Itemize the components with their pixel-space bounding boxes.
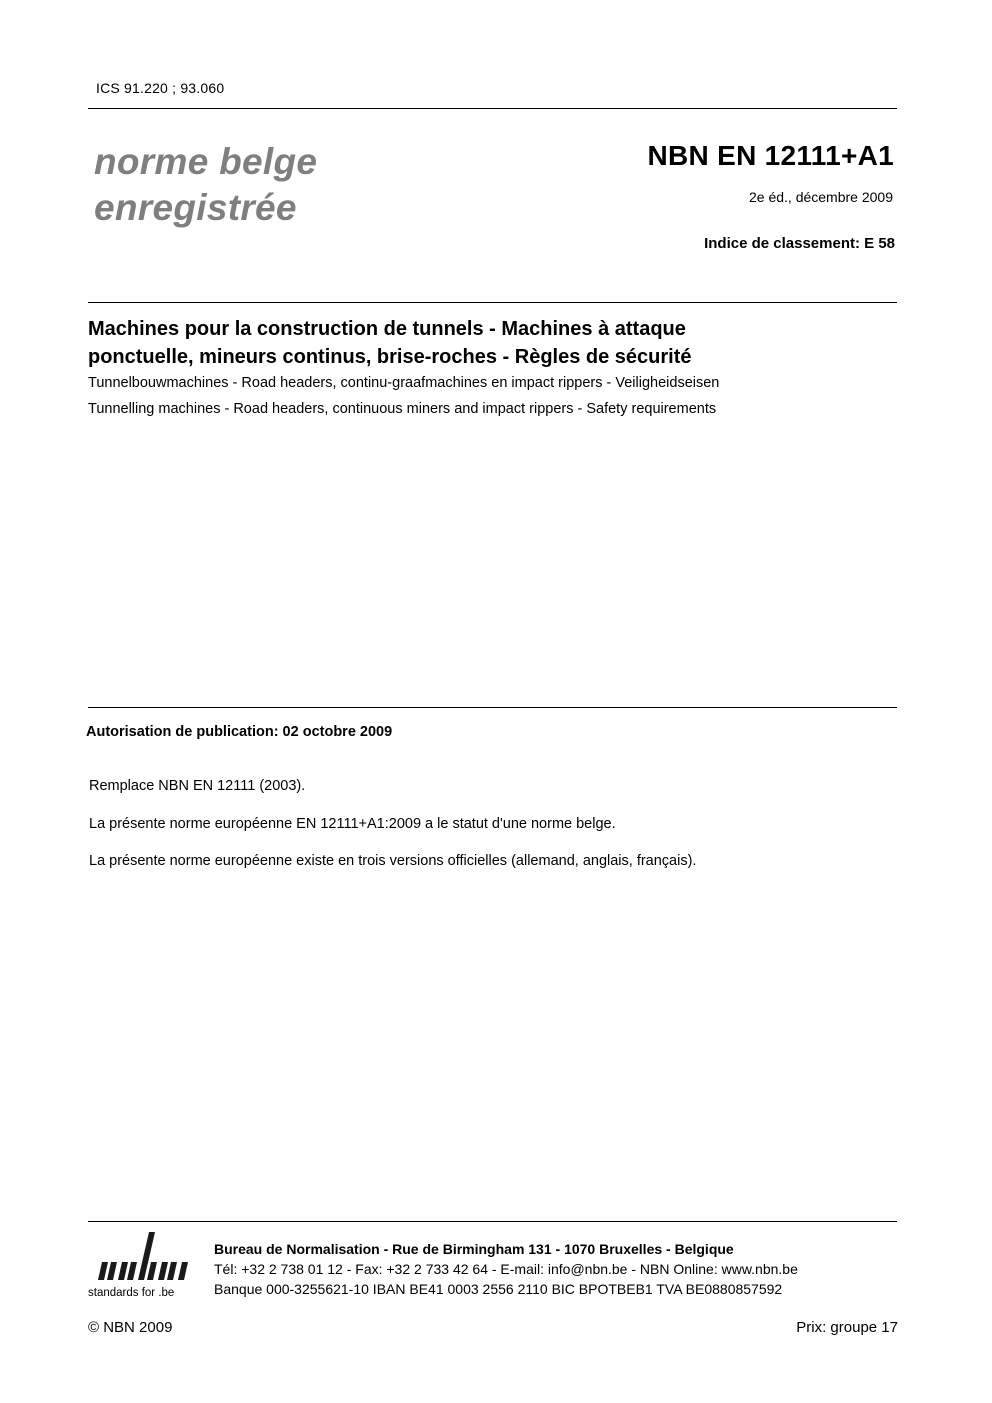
brand-title-line1: norme belge — [94, 141, 318, 182]
divider-title — [88, 302, 897, 303]
note-versions: La présente norme européenne existe en trois versions officielles (allemand, anglais, français). — [89, 853, 697, 869]
footer-address: Bureau de Normalisation - Rue de Birmingham 131 - 1070 Bruxelles - Belgique — [214, 1241, 734, 1257]
price-group: Prix: groupe 17 — [796, 1319, 898, 1336]
brand-title-line2: enregistrée — [94, 187, 297, 228]
title-english: Tunnelling machines - Road headers, continuous miners and impact rippers - Safety requirements — [88, 401, 717, 417]
footer-bank: Banque 000-3255621-10 IBAN BE41 0003 2556 2110 BIC BPOTBEB1 TVA BE0880857592 — [214, 1281, 783, 1297]
copyright: © NBN 2009 — [88, 1319, 173, 1336]
edition-date: 2e éd., décembre 2009 — [749, 189, 893, 205]
divider-publication — [88, 707, 897, 708]
standard-number: NBN EN 12111+A1 — [647, 140, 894, 171]
title-french-line2: ponctuelle, mineurs continus, brise-roches - Règles de sécurité — [88, 346, 692, 368]
logo-caption: standards for .be — [88, 1287, 175, 1299]
divider-top — [88, 108, 897, 109]
publication-authorization: Autorisation de publication: 02 octobre 2009 — [86, 724, 393, 740]
ics-code: ICS 91.220 ; 93.060 — [96, 80, 225, 96]
note-status: La présente norme européenne EN 12111+A1:2009 a le statut d'une norme belge. — [89, 816, 616, 832]
title-french — [88, 315, 888, 371]
classification-index: Indice de classement: E 58 — [704, 235, 895, 252]
title-french-line1: Machines pour la construction de tunnels - Machines à attaque — [88, 318, 686, 340]
note-replaces: Remplace NBN EN 12111 (2003). — [89, 778, 306, 794]
divider-footer — [88, 1221, 897, 1222]
title-dutch: Tunnelbouwmachines - Road headers, continu-graafmachines en impact rippers - Veiligheidseisen — [88, 375, 720, 391]
footer-contact: Tél: +32 2 738 01 12 - Fax: +32 2 733 42 64 - E-mail: info@nbn.be - NBN Online: www.nbn.be — [214, 1261, 798, 1277]
